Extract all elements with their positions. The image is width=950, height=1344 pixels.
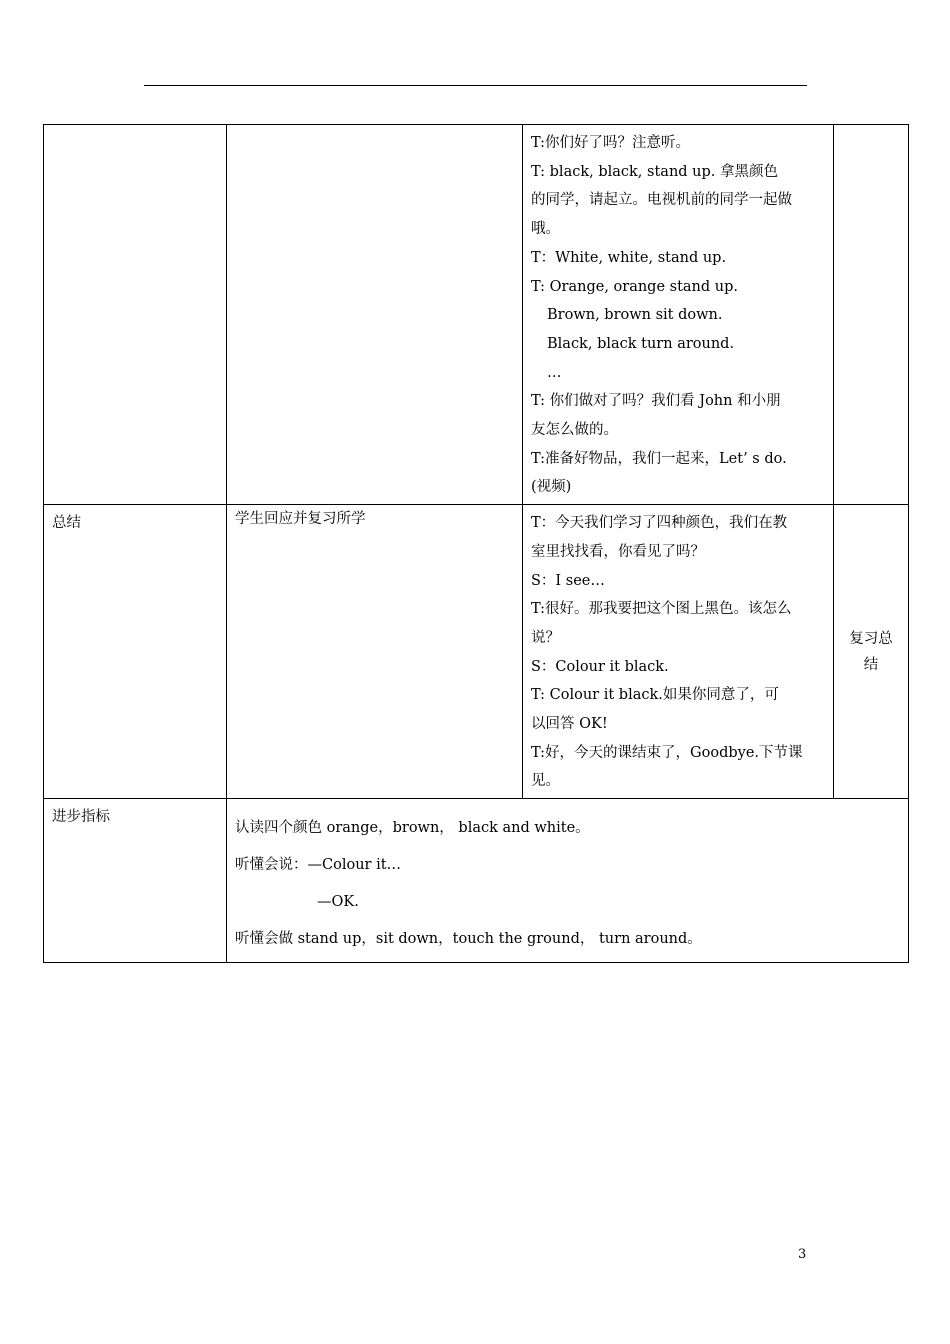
stage-cell — [44, 505, 227, 799]
page-number: 3 — [798, 1247, 807, 1262]
teacher-line: T: black, black, stand up. 拿黑颜色 — [531, 163, 779, 180]
teacher-line: 见。 — [531, 773, 560, 790]
teacher-line: T:你们好了吗？注意听。 — [531, 135, 691, 151]
table-row-summary — [44, 505, 909, 799]
teacher-activity-cell — [523, 125, 834, 505]
teacher-line: 以回答 OK! — [531, 716, 608, 733]
student-activity-text: 学生回应并复习所学 — [235, 511, 366, 528]
teacher-line: T: Colour it black.如果你同意了，可 — [531, 687, 779, 704]
student-activity-cell — [227, 505, 523, 799]
teacher-line: S：I see… — [531, 572, 605, 589]
teacher-line: (视频) — [531, 479, 572, 496]
progress-line: 听懂会做 stand up，sit down，touch the ground， turn around。 — [235, 931, 702, 948]
teacher-line: … — [547, 364, 562, 381]
purpose-cell-empty — [834, 125, 909, 505]
teacher-line: 室里找找看，你看见了吗？ — [531, 543, 705, 560]
stage-label: 总结 — [52, 515, 81, 532]
purpose-cell — [834, 505, 909, 799]
header-rule — [144, 85, 807, 86]
progress-line: 听懂会说：—Colour it… — [235, 857, 402, 874]
stage-cell-empty — [44, 125, 227, 505]
teacher-line: T：今天我们学习了四种颜色，我们在教 — [531, 515, 788, 532]
teacher-line: 友怎么做的。 — [531, 422, 618, 439]
table-row-progress — [44, 799, 909, 963]
teacher-line: Brown, brown sit down. — [547, 307, 723, 324]
teacher-line: T:很好。那我要把这个图上黑色。该怎么 — [531, 601, 792, 618]
teacher-line: T: 你们做对了吗？我们看 John 和小朋 — [531, 393, 781, 410]
teacher-line: S：Colour it black. — [531, 658, 669, 675]
teacher-activity-cell — [523, 505, 834, 799]
teacher-line: Black, black turn around. — [547, 335, 735, 352]
purpose-text-line1: 复习总 — [849, 630, 893, 647]
stage-cell — [44, 799, 227, 963]
table-row-continuation — [44, 125, 909, 505]
lesson-plan-table — [43, 124, 909, 963]
progress-line: 认读四个颜色 orange，brown， black and white。 — [235, 820, 590, 837]
teacher-line: T: Orange, orange stand up. — [531, 278, 739, 295]
teacher-line: 说？ — [531, 629, 560, 646]
teacher-line: 哦。 — [531, 221, 560, 238]
teacher-line: T:准备好物品，我们一起来，Let’ s do. — [531, 450, 787, 467]
progress-indicators-cell — [227, 799, 909, 963]
teacher-line: T:好，今天的课结束了，Goodbye.下节课 — [531, 744, 803, 761]
progress-line: —OK. — [317, 894, 359, 911]
teacher-line: 的同学，请起立。电视机前的同学一起做 — [531, 192, 792, 209]
student-activity-cell-empty — [227, 125, 523, 505]
stage-label: 进步指标 — [52, 809, 110, 826]
purpose-text-line2: 结 — [863, 656, 879, 673]
teacher-line: T：White, white, stand up. — [531, 249, 727, 266]
